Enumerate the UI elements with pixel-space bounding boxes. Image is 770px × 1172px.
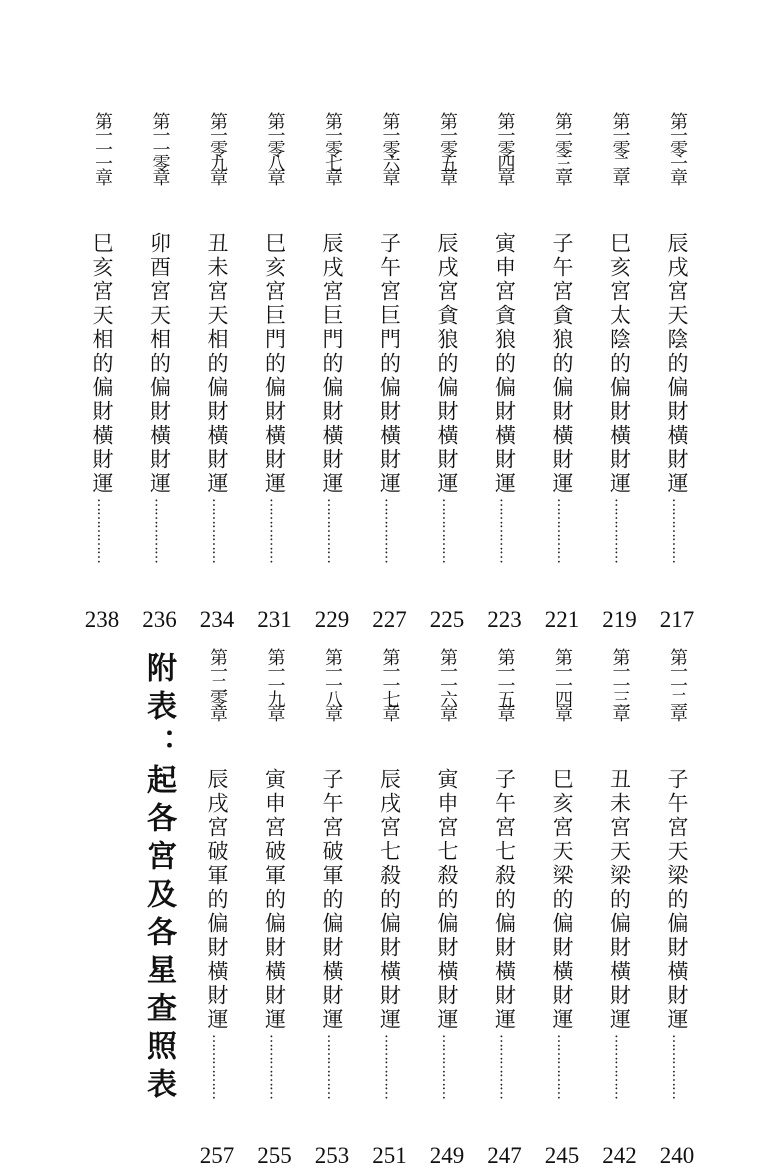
- leader-dots: ……………: [669, 1034, 685, 1099]
- chapter-title: 寅申宮破軍的偏財橫財運: [262, 768, 287, 1032]
- page-number: 257: [199, 1143, 235, 1168]
- chapter-title: 寅申宮貪狼的偏財橫財運: [492, 232, 517, 496]
- chapter-title: 巳亥宮太陰的偏財橫財運: [607, 232, 632, 496]
- page-number: 251: [372, 1143, 407, 1168]
- page-number: 245: [544, 1143, 580, 1168]
- leader-dots: ……………: [151, 498, 168, 563]
- chapter-number: 第一一九章: [264, 648, 286, 718]
- chapter-number: 第一一七章: [379, 648, 401, 718]
- leader-dots: ……………: [496, 1034, 513, 1099]
- toc-entry: [312, 112, 352, 632]
- page-number: 253: [314, 1143, 350, 1168]
- toc-entry: [600, 648, 640, 1168]
- leader-dots: ……………: [266, 498, 283, 563]
- chapter-title: 巳亥宮天相的偏財橫財運: [90, 232, 114, 496]
- toc-entry: [82, 112, 122, 632]
- chapter-number: 第一一三章: [609, 648, 631, 718]
- toc-entry: [312, 648, 352, 1168]
- chapter-title: 寅申宮七殺的偏財橫財運: [435, 768, 459, 1032]
- page-number: 227: [372, 607, 407, 632]
- chapter-number: 第一一六章: [437, 648, 458, 718]
- leader-dots: ……………: [381, 498, 398, 563]
- chapter-number: 第一零九章: [207, 112, 228, 182]
- toc-entry: [140, 112, 180, 632]
- chapter-title: 辰戌宮貪狼的偏財橫財運: [435, 232, 459, 496]
- chapter-number: 第一一四章: [552, 648, 573, 718]
- leader-dots: ……………: [554, 498, 570, 563]
- leader-dots: ……………: [554, 1034, 570, 1099]
- leader-dots: ……………: [324, 498, 340, 563]
- toc-entry: [600, 112, 640, 632]
- appendix-entry: [136, 652, 180, 1106]
- leader-dots: ……………: [611, 1034, 628, 1099]
- toc-entry: [197, 112, 237, 632]
- chapter-number: 第一一一章: [92, 112, 113, 182]
- chapter-title: 子午宮天梁的偏財橫財運: [665, 768, 689, 1032]
- toc-entry: [255, 648, 295, 1168]
- chapter-title: 丑未宮天相的偏財橫財運: [205, 232, 229, 496]
- chapter-number: 第一零三章: [552, 112, 573, 182]
- chapter-title: 子午宮巨門的偏財橫財運: [377, 232, 402, 496]
- leader-dots: ……………: [209, 498, 225, 563]
- chapter-number: 第一零二章: [609, 112, 631, 182]
- chapter-title: 辰戌宮天陰的偏財橫財運: [665, 232, 689, 496]
- page-number: 238: [84, 607, 120, 632]
- chapter-number: 第一一二章: [667, 648, 688, 718]
- page-number: 240: [659, 1143, 695, 1168]
- leader-dots: ……………: [209, 1034, 225, 1099]
- toc-entry: [542, 112, 582, 632]
- chapter-number: 第一零五章: [437, 112, 458, 182]
- page-number: 255: [257, 1143, 292, 1168]
- leader-dots: ……………: [611, 498, 628, 563]
- chapter-number: 第一一八章: [322, 648, 343, 718]
- chapter-title: 子午宮七殺的偏財橫財運: [492, 768, 517, 1032]
- leader-dots: ……………: [439, 498, 455, 563]
- toc-entry: [427, 112, 467, 632]
- chapter-number: 第一一零章: [149, 112, 171, 182]
- chapter-title: 巳亥宮天梁的偏財橫財運: [550, 768, 574, 1032]
- leader-dots: ……………: [324, 1034, 340, 1099]
- chapter-title: 丑未宮天梁的偏財橫財運: [607, 768, 632, 1032]
- appendix-label: 附表：: [141, 652, 176, 766]
- toc-entry: [370, 112, 410, 632]
- page-number: 221: [544, 607, 580, 632]
- chapter-number: 第一零四章: [494, 112, 516, 182]
- chapter-number: 第一零八章: [264, 112, 286, 182]
- toc-entry: [485, 112, 525, 632]
- leader-dots: ……………: [381, 1034, 398, 1099]
- leader-dots: ……………: [266, 1034, 283, 1099]
- page-number: 231: [257, 607, 292, 632]
- chapter-number: 第一二零章: [207, 648, 228, 718]
- toc-entry: [657, 648, 697, 1168]
- toc-entry: [427, 648, 467, 1168]
- page-number: 234: [199, 607, 235, 632]
- toc-entry: [542, 648, 582, 1168]
- page-number: 219: [602, 607, 637, 632]
- chapter-number: 第一一五章: [494, 648, 516, 718]
- toc-entry: [197, 648, 237, 1168]
- chapter-title: 辰戌宮巨門的偏財橫財運: [320, 232, 344, 496]
- toc-entry: [657, 112, 697, 632]
- leader-dots: ……………: [496, 498, 513, 563]
- toc-entry: [255, 112, 295, 632]
- chapter-title: 辰戌宮七殺的偏財橫財運: [377, 768, 402, 1032]
- chapter-number: 第一零七章: [322, 112, 343, 182]
- page-number: 217: [659, 607, 695, 632]
- page-number: 223: [487, 607, 522, 632]
- page-number: 249: [429, 1143, 465, 1168]
- leader-dots: ……………: [439, 1034, 455, 1099]
- page-number: 236: [142, 607, 177, 632]
- chapter-title: 卯酉宮天相的偏財橫財運: [147, 232, 172, 496]
- appendix-title: 起各宮及各星查照表: [141, 764, 176, 1106]
- chapter-number: 第一零一章: [667, 112, 688, 182]
- chapter-number: 第一零六章: [379, 112, 401, 182]
- page-number: 229: [314, 607, 350, 632]
- chapter-title: 辰戌宮破軍的偏財橫財運: [205, 768, 229, 1032]
- toc-entry: [370, 648, 410, 1168]
- chapter-title: 子午宮貪狼的偏財橫財運: [550, 232, 574, 496]
- page-number: 242: [602, 1143, 637, 1168]
- leader-dots: ……………: [94, 498, 110, 563]
- page-number: 247: [487, 1143, 522, 1168]
- chapter-title: 巳亥宮巨門的偏財橫財運: [262, 232, 287, 496]
- chapter-title: 子午宮破軍的偏財橫財運: [320, 768, 344, 1032]
- toc-entry: [485, 648, 525, 1168]
- page-number: 225: [429, 607, 465, 632]
- leader-dots: ……………: [669, 498, 685, 563]
